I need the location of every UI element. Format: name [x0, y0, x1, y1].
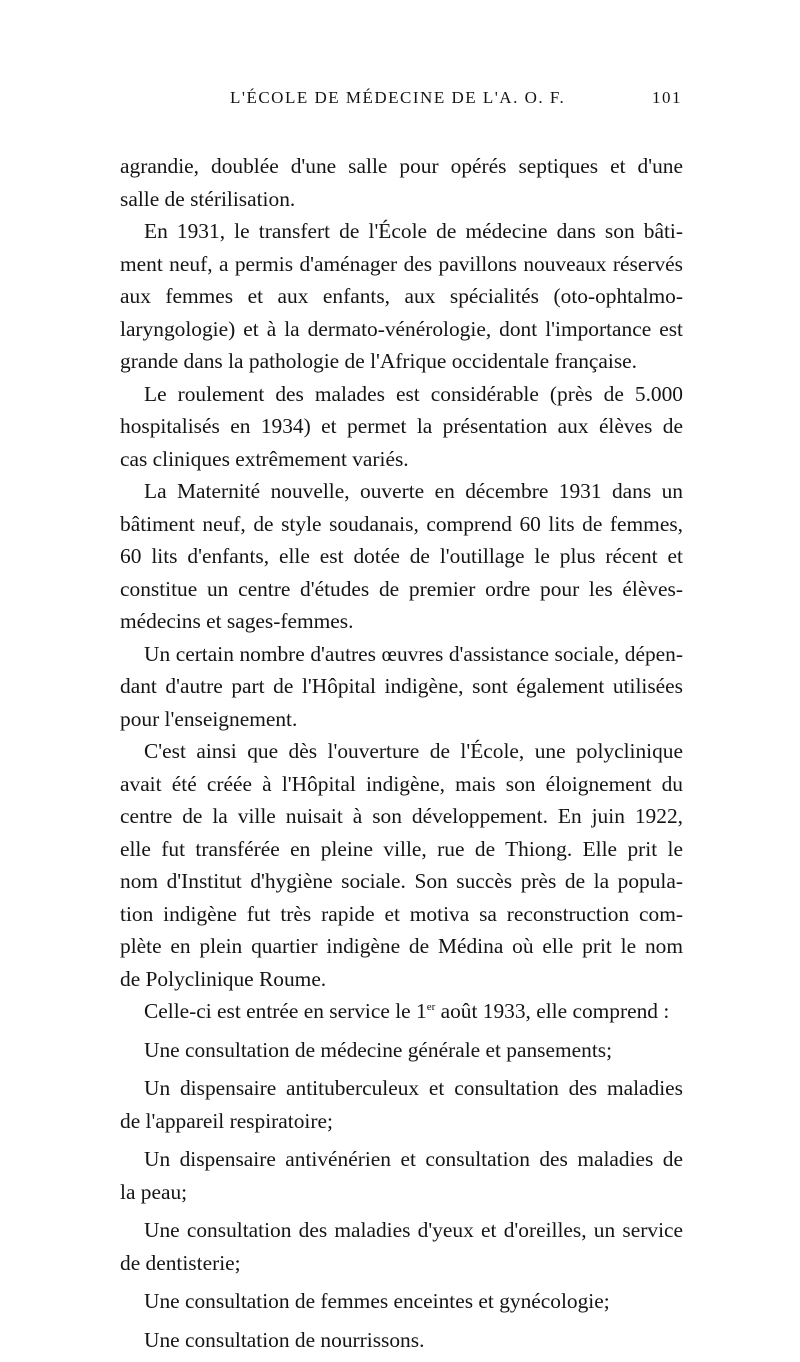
text-line: tion indigène fut très rapide et motiva sa reconstruction com-	[120, 901, 683, 926]
text-line: laryngologie) et à la dermato-vénérologie, dont l'importance est	[120, 316, 683, 341]
text-line: nom d'Institut d'hygiène sociale. Son succès près de la popula-	[120, 869, 683, 893]
text-line: 60 lits d'enfants, elle est dotée de l'outillage le plus récent et	[120, 544, 683, 568]
text-fragment: août 1933, elle comprend :	[435, 999, 670, 1023]
paragraph	[120, 475, 683, 638]
list-item	[120, 1034, 683, 1067]
text-line: bâtiment neuf, de style soudanais, comprend 60 lits de femmes,	[120, 511, 683, 536]
list-item	[120, 1285, 683, 1318]
text-line: agrandie, doublée d'une salle pour opérés septiques et d'une	[120, 154, 683, 178]
text-line: Une consultation de femmes enceintes et gynécologie;	[144, 1289, 610, 1313]
paragraph	[120, 638, 683, 736]
paragraph	[120, 735, 683, 995]
text-line	[120, 995, 683, 1028]
services-list	[120, 1034, 683, 1357]
text-line: Un certain nombre d'autres œuvres d'assistance sociale, dépen-	[144, 641, 683, 666]
superscript: er	[426, 1001, 436, 1013]
list-item	[120, 1072, 683, 1137]
list-item	[120, 1324, 683, 1357]
text-line: elle fut transférée en pleine ville, rue de Thiong. Elle prit le	[120, 836, 683, 861]
body-text	[120, 150, 683, 1362]
text-line: constitue un centre d'études de premier ordre pour les élèves-	[120, 576, 683, 601]
paragraph	[120, 215, 683, 378]
text-line: Une consultation de médecine générale et pansements;	[144, 1037, 613, 1062]
text-line: médecins et sages-femmes.	[120, 609, 354, 633]
text-line: hospitalisés en 1934) et permet la présentation aux élèves de	[120, 414, 683, 438]
text-line: Une consultation des maladies d'yeux et d'oreilles, un service	[144, 1218, 683, 1242]
text-line: C'est ainsi que dès l'ouverture de l'École, une polyclinique	[144, 739, 683, 763]
text-line: de Polyclinique Roume.	[120, 966, 327, 991]
text-line: La Maternité nouvelle, ouverte en décembre 1931 dans un	[144, 479, 683, 503]
paragraph	[120, 378, 683, 476]
text-line: avait été créée à l'Hôpital indigène, mais son éloignement du	[120, 771, 683, 796]
text-line: la peau;	[120, 1179, 188, 1204]
paragraph	[120, 995, 683, 1028]
text-line: cas cliniques extrêmement variés.	[120, 446, 409, 471]
text-fragment: Celle-ci est entrée en service le 1	[144, 999, 427, 1023]
text-line: ment neuf, a permis d'aménager des pavillons nouveaux réservés	[120, 251, 683, 276]
text-line: plète en plein quartier indigène de Médina où elle prit le nom	[120, 934, 683, 958]
text-line: dant d'autre part de l'Hôpital indigène, sont également utilisées	[120, 674, 683, 698]
text-line: Un dispensaire antituberculeux et consultation des maladies	[144, 1076, 683, 1100]
running-title: L'ÉCOLE DE MÉDECINE DE L'A. O. F.	[230, 88, 566, 107]
text-line: centre de la ville nuisait à son développement. En juin 1922,	[120, 804, 683, 828]
page-header	[120, 78, 682, 108]
text-line: Un dispensaire antivénérien et consultation des maladies de	[144, 1147, 683, 1171]
text-line: de dentisterie;	[120, 1250, 241, 1275]
text-line: grande dans la pathologie de l'Afrique occidentale française.	[120, 349, 637, 373]
text-line: Une consultation de nourrissons.	[144, 1327, 425, 1352]
paragraph	[120, 150, 683, 215]
text-line: aux femmes et aux enfants, aux spécialités (oto-ophtalmo-	[120, 284, 683, 308]
list-item	[120, 1143, 683, 1208]
text-line: En 1931, le transfert de l'École de médecine dans son bâti-	[144, 219, 683, 243]
text-line: de l'appareil respiratoire;	[120, 1108, 333, 1133]
text-line: Le roulement des malades est considérable (près de 5.000	[144, 381, 683, 406]
text-line: pour l'enseignement.	[120, 706, 298, 731]
page-number: 101	[652, 88, 682, 107]
list-item	[120, 1214, 683, 1279]
text-line: salle de stérilisation.	[120, 186, 296, 211]
